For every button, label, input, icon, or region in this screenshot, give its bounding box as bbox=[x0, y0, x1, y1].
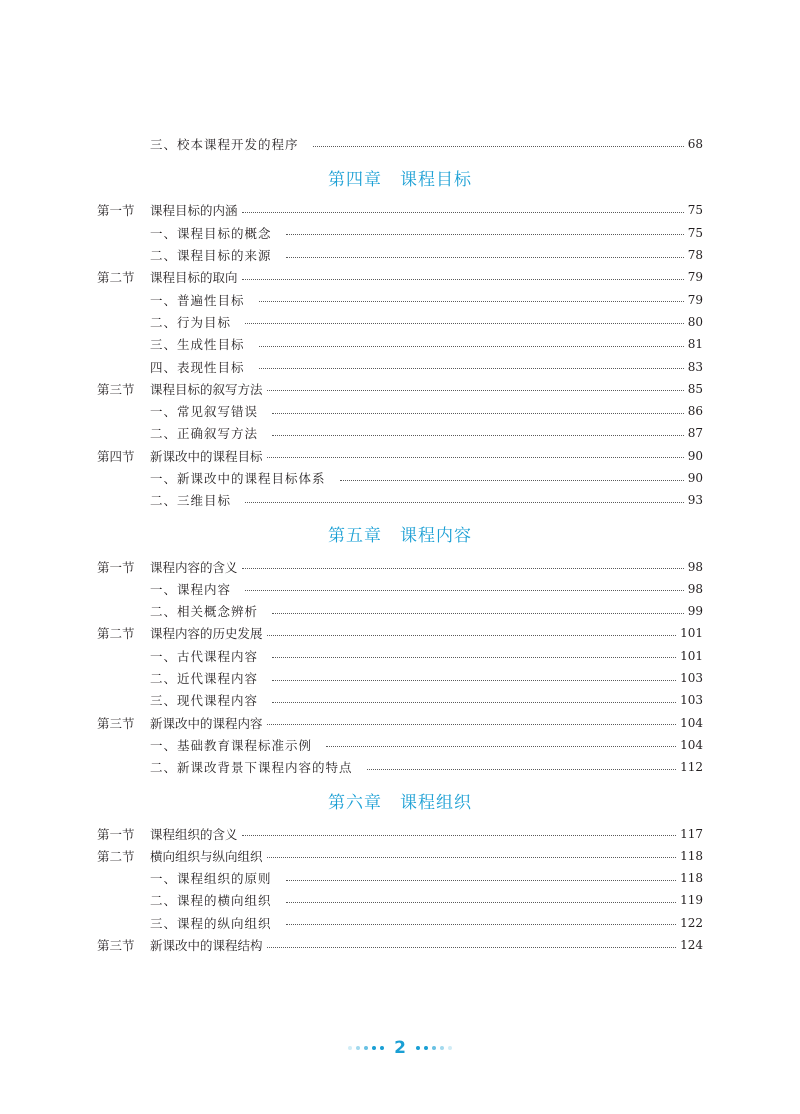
entry-title: 二、新课改背景下课程内容的特点 bbox=[150, 760, 353, 776]
dot-leader bbox=[242, 835, 677, 836]
dot-leader bbox=[267, 947, 677, 948]
dot-leader bbox=[326, 746, 676, 747]
toc-section-entry[interactable] bbox=[97, 199, 703, 221]
section-number: 第二节 bbox=[97, 848, 135, 864]
dot-leader bbox=[286, 234, 684, 235]
entry-title: 二、相关概念辨析 bbox=[150, 604, 259, 620]
dot-leader bbox=[267, 457, 684, 458]
chapter-title: 课程组织 bbox=[400, 792, 472, 813]
entry-title: 一、基础教育课程标准示例 bbox=[150, 737, 313, 753]
entry-title: 三、校本课程开发的程序 bbox=[150, 137, 299, 153]
entry-title: 课程内容的含义 bbox=[150, 559, 238, 575]
page-reference: 79 bbox=[687, 292, 703, 307]
section-number: 第三节 bbox=[97, 715, 135, 731]
page-reference: 98 bbox=[687, 581, 703, 596]
toc-subsection-entry[interactable] bbox=[97, 912, 703, 934]
page-reference: 104 bbox=[680, 737, 703, 752]
chapter-number: 第六章 bbox=[328, 792, 382, 813]
toc-subsection-entry[interactable] bbox=[97, 467, 703, 489]
toc-section-entry[interactable] bbox=[97, 845, 703, 867]
dot-leader bbox=[272, 680, 676, 681]
page-reference: 104 bbox=[680, 715, 703, 730]
page-number: 2 bbox=[394, 1038, 406, 1058]
dot-leader bbox=[286, 880, 677, 881]
toc-subsection-entry[interactable] bbox=[97, 734, 703, 756]
entry-title: 课程组织的含义 bbox=[150, 826, 238, 842]
toc-subsection-entry[interactable] bbox=[97, 689, 703, 711]
dot-leader bbox=[272, 613, 684, 614]
dot-leader bbox=[272, 702, 676, 703]
page-reference: 93 bbox=[687, 493, 703, 508]
toc-subsection-entry[interactable] bbox=[97, 578, 703, 600]
toc-section-entry[interactable] bbox=[97, 822, 703, 844]
toc-subsection-entry[interactable] bbox=[97, 333, 703, 355]
toc-subsection-entry[interactable] bbox=[97, 489, 703, 511]
entry-title: 一、普遍性目标 bbox=[150, 292, 245, 308]
page-reference: 117 bbox=[680, 826, 703, 841]
section-number: 第三节 bbox=[97, 381, 135, 397]
page-reference: 81 bbox=[687, 337, 703, 352]
dot-leader bbox=[286, 257, 684, 258]
toc-subsection-entry[interactable] bbox=[97, 889, 703, 911]
entry-title: 新课改中的课程结构 bbox=[150, 938, 263, 954]
entry-title: 二、课程的横向组织 bbox=[150, 893, 272, 909]
entry-title: 二、正确叙写方法 bbox=[150, 426, 259, 442]
dot-leader bbox=[242, 279, 684, 280]
page-reference: 68 bbox=[687, 137, 703, 152]
page-reference: 90 bbox=[687, 448, 703, 463]
entry-title: 三、现代课程内容 bbox=[150, 693, 259, 709]
section-number: 第一节 bbox=[97, 559, 135, 575]
section-number: 第一节 bbox=[97, 203, 135, 219]
dot-leader bbox=[286, 902, 677, 903]
dot-leader bbox=[259, 301, 684, 302]
toc-subsection-entry[interactable] bbox=[97, 311, 703, 333]
chapter-heading bbox=[97, 511, 703, 555]
entry-title: 一、课程组织的原则 bbox=[150, 871, 272, 887]
decorative-dots-left bbox=[348, 1046, 384, 1050]
entry-title: 二、行为目标 bbox=[150, 314, 232, 330]
page-reference: 98 bbox=[687, 559, 703, 574]
entry-title: 课程目标的取向 bbox=[150, 270, 238, 286]
page-reference: 122 bbox=[680, 915, 703, 930]
entry-title: 课程目标的内涵 bbox=[150, 203, 238, 219]
toc-subsection-entry[interactable] bbox=[97, 756, 703, 778]
toc-subsection-entry[interactable] bbox=[97, 645, 703, 667]
toc-subsection-entry[interactable] bbox=[97, 244, 703, 266]
toc-section-entry[interactable] bbox=[97, 378, 703, 400]
section-number: 第二节 bbox=[97, 626, 135, 642]
page-reference: 119 bbox=[680, 893, 703, 908]
entry-title: 课程目标的叙写方法 bbox=[150, 381, 263, 397]
toc-section-entry[interactable] bbox=[97, 266, 703, 288]
entry-title: 一、课程目标的概念 bbox=[150, 225, 272, 241]
entry-title: 一、常见叙写错误 bbox=[150, 404, 259, 420]
dot-leader bbox=[245, 323, 684, 324]
dot-leader bbox=[286, 924, 677, 925]
dot-leader bbox=[267, 390, 684, 391]
entry-title: 新课改中的课程目标 bbox=[150, 448, 263, 464]
dot-leader bbox=[267, 635, 677, 636]
chapter-title: 课程内容 bbox=[400, 525, 472, 546]
toc-subsection-entry[interactable] bbox=[97, 355, 703, 377]
dot-leader bbox=[272, 435, 684, 436]
page-reference: 103 bbox=[680, 693, 703, 708]
page-reference: 103 bbox=[680, 671, 703, 686]
entry-title: 新课改中的课程内容 bbox=[150, 715, 263, 731]
entry-title: 四、表现性目标 bbox=[150, 359, 245, 375]
toc-section-entry[interactable] bbox=[97, 445, 703, 467]
page-reference: 99 bbox=[687, 604, 703, 619]
dot-leader bbox=[245, 502, 684, 503]
dot-leader bbox=[245, 590, 684, 591]
page-reference: 75 bbox=[687, 225, 703, 240]
entry-title: 课程内容的历史发展 bbox=[150, 626, 263, 642]
toc-subsection-entry[interactable] bbox=[97, 222, 703, 244]
toc-section-entry[interactable] bbox=[97, 712, 703, 734]
dot-leader bbox=[242, 568, 684, 569]
toc-subsection-entry[interactable] bbox=[97, 422, 703, 444]
chapter-heading bbox=[97, 155, 703, 199]
page-reference: 124 bbox=[680, 938, 703, 953]
page-reference: 112 bbox=[680, 760, 703, 775]
page-reference: 85 bbox=[687, 381, 703, 396]
toc-subsection-entry[interactable] bbox=[97, 600, 703, 622]
dot-leader bbox=[313, 146, 684, 147]
toc-subsection-entry[interactable] bbox=[97, 133, 703, 155]
page-reference: 83 bbox=[687, 359, 703, 374]
toc-section-entry[interactable] bbox=[97, 622, 703, 644]
page-reference: 86 bbox=[687, 404, 703, 419]
toc-section-entry[interactable] bbox=[97, 934, 703, 956]
toc-section-entry[interactable] bbox=[97, 555, 703, 577]
page-footer bbox=[0, 1033, 800, 1063]
toc-subsection-entry[interactable] bbox=[97, 288, 703, 310]
dot-leader bbox=[267, 857, 677, 858]
page-reference: 80 bbox=[687, 314, 703, 329]
entry-title: 二、课程目标的来源 bbox=[150, 248, 272, 264]
dot-leader bbox=[259, 368, 684, 369]
page-reference: 78 bbox=[687, 248, 703, 263]
section-number: 第一节 bbox=[97, 826, 135, 842]
page-reference: 79 bbox=[687, 270, 703, 285]
entry-title: 一、课程内容 bbox=[150, 581, 232, 597]
entry-title: 二、近代课程内容 bbox=[150, 671, 259, 687]
page-reference: 101 bbox=[680, 626, 703, 641]
dot-leader bbox=[267, 724, 677, 725]
entry-title: 三、课程的纵向组织 bbox=[150, 915, 272, 931]
dot-leader bbox=[272, 657, 676, 658]
entry-title: 三、生成性目标 bbox=[150, 337, 245, 353]
section-number: 第三节 bbox=[97, 938, 135, 954]
chapter-heading bbox=[97, 778, 703, 822]
decorative-dots-right bbox=[416, 1046, 452, 1050]
page-reference: 101 bbox=[680, 648, 703, 663]
entry-title: 一、古代课程内容 bbox=[150, 648, 259, 664]
toc-subsection-entry[interactable] bbox=[97, 400, 703, 422]
toc-subsection-entry[interactable] bbox=[97, 667, 703, 689]
section-number: 第四节 bbox=[97, 448, 135, 464]
dot-leader bbox=[340, 480, 684, 481]
page-reference: 118 bbox=[680, 871, 703, 886]
table-of-contents bbox=[97, 133, 703, 956]
page-reference: 118 bbox=[680, 848, 703, 863]
toc-subsection-entry[interactable] bbox=[97, 867, 703, 889]
entry-title: 横向组织与纵向组织 bbox=[150, 848, 263, 864]
dot-leader bbox=[272, 413, 684, 414]
entry-title: 一、新课改中的课程目标体系 bbox=[150, 471, 326, 486]
page-reference: 87 bbox=[687, 426, 703, 441]
page-reference: 75 bbox=[687, 203, 703, 218]
dot-leader bbox=[367, 769, 677, 770]
page-reference: 90 bbox=[687, 471, 703, 485]
dot-leader bbox=[259, 346, 684, 347]
chapter-number: 第四章 bbox=[328, 169, 382, 190]
section-number: 第二节 bbox=[97, 270, 135, 286]
entry-title: 二、三维目标 bbox=[150, 493, 232, 509]
chapter-title: 课程目标 bbox=[400, 169, 472, 190]
dot-leader bbox=[242, 212, 684, 213]
chapter-number: 第五章 bbox=[328, 525, 382, 546]
